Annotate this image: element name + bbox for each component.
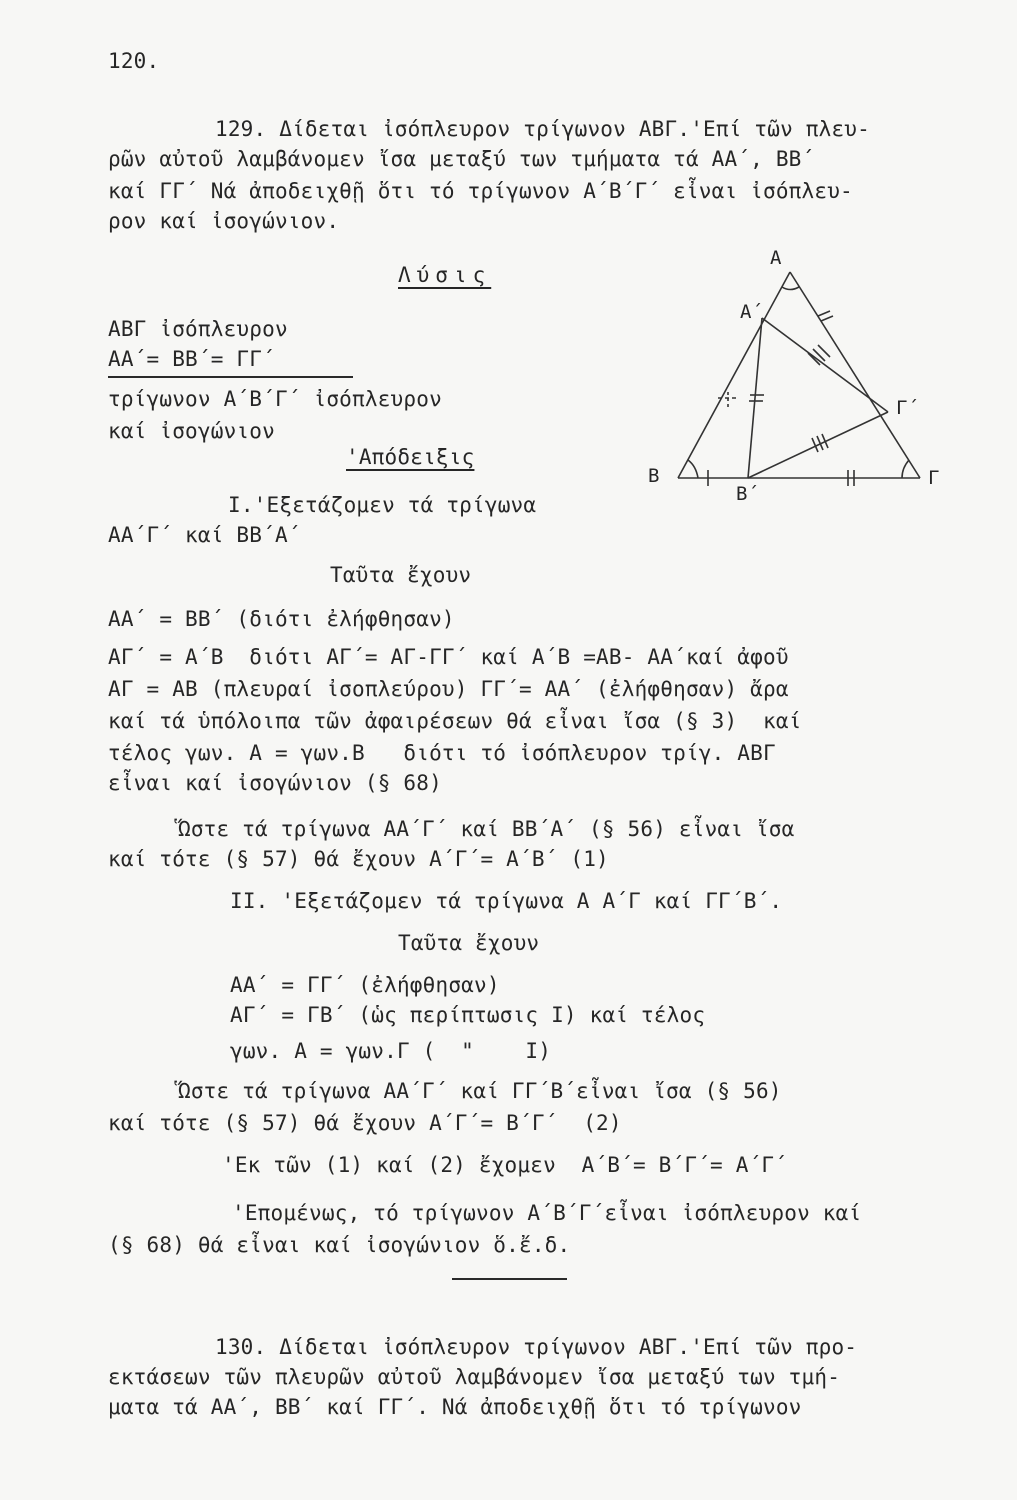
problem-129-line-3: καί ΓΓ΄ Νά ἀποδειχθῇ ὅτι τό τρίγωνον Α΄Β΄Γ΄ εἶναι ἰσόπλευ- — [108, 179, 853, 203]
problem-130-line-2: εκτάσεων τῶν πλευρῶν αὐτοῦ λαμβάνομεν ἴσα μεταξύ των τμή- — [108, 1365, 841, 1389]
proof-line: ΑΑ΄Γ΄ καί ΒΒ΄Α΄ — [108, 523, 301, 547]
label-G: Γ — [928, 467, 940, 489]
page-number: 120. — [108, 49, 160, 73]
proof-line: 'Εκ τῶν (1) καί (2) ἔχομεν Α΄Β΄= Β΄Γ΄= Α΄Γ΄ — [222, 1153, 788, 1177]
proof-heading: 'Απόδειξις — [346, 445, 475, 469]
angle-arc-G — [902, 460, 909, 478]
prove-line-1: τρίγωνον Α΄Β΄Γ΄ ἰσόπλευρον — [108, 387, 442, 411]
proof-line: (§ 68) θά εἶναι καί ἰσογώνιον ὅ.ἔ.δ. — [108, 1233, 571, 1257]
problem-129-line-4: ρον καί ἰσογώνιον. — [108, 209, 340, 233]
proof-line: ΑΓ΄ = ΓΒ΄ (ὡς περίπτωσις Ι) καί τέλος — [230, 1003, 706, 1027]
tick-mark — [818, 311, 830, 316]
proof-line: εἶναι καί ἰσογώνιον (§ 68) — [108, 771, 442, 795]
proof-line: καί τά ὑπόλοιπα τῶν ἀφαιρέσεων θά εἶναι ἴσα (§ 3) καί — [108, 709, 802, 733]
proof-line: Ὥστε τά τρίγωνα ΑΑ΄Γ΄ καί ΒΒ΄Α΄ (§ 56) εἶναι ἴσα — [178, 817, 795, 841]
proof-line: καί τότε (§ 57) θά ἔχουν Α΄Γ΄= Α΄Β΄ (1) — [108, 847, 609, 871]
tick-mark — [821, 316, 833, 321]
proof-line: ΑΑ΄ = ΓΓ΄ (ἐλήφθησαν) — [230, 973, 500, 997]
side-A1G1 — [762, 318, 888, 412]
label-A: Α — [770, 247, 782, 269]
prove-line-2: καί ἰσογώνιον — [108, 419, 275, 443]
side-AG — [790, 272, 920, 478]
solution-heading: Λύσις — [398, 263, 492, 287]
proof-line: Ὥστε τά τρίγωνα ΑΑ΄Γ΄ καί ΓΓ΄Β΄εἶναι ἴσα (§ 56) — [178, 1079, 782, 1103]
problem-130-line-3: ματα τά ΑΑ΄, ΒΒ΄ καί ΓΓ΄. Νά ἀποδειχθῇ ὅτι τό τρίγωνον — [108, 1395, 802, 1419]
side-AB — [678, 272, 790, 478]
proof-line: Ταῦτα ἔχουν — [330, 563, 472, 587]
label-B: Β — [648, 465, 660, 487]
proof-line: Ταῦτα ἔχουν — [398, 931, 540, 955]
proof-line: 'Επομένως, τό τρίγωνον Α΄Β΄Γ΄εἶναι ἰσόπλευρον καί — [232, 1201, 862, 1225]
label-B-prime: Β΄ — [736, 483, 759, 505]
side-B1G1 — [748, 412, 888, 478]
problem-129-line-2: ρῶν αὐτοῦ λαμβάνομεν ἴσα μεταξύ των τμήματα τά ΑΑ΄, ΒΒ΄ — [108, 147, 815, 171]
proof-line: τέλος γων. Α = γων.Β διότι τό ἰσόπλευρον τρίγ. ΑΒΓ — [108, 741, 776, 765]
proof-line: ΙΙ. 'Εξετάζομεν τά τρίγωνα Α Α΄Γ καί ΓΓ΄Β΄. — [230, 889, 783, 913]
problem-129-line-1: 129. Δίδεται ἰσόπλευρον τρίγωνον ΑΒΓ.'Επί τῶν πλευ- — [215, 117, 870, 141]
angle-arc-A — [782, 287, 799, 290]
proof-line: καί τότε (§ 57) θά ἔχουν Α΄Γ΄= Β΄Γ΄ (2) — [108, 1111, 622, 1135]
label-G-prime: Γ΄ — [896, 397, 919, 419]
proof-line: γων. Α = γων.Γ ( " Ι) — [230, 1039, 552, 1063]
label-A-prime: Α΄ — [740, 301, 763, 323]
proof-line: ΑΓ = ΑΒ (πλευραί ἰσοπλεύρου) ΓΓ΄= ΑΑ΄ (ἐλήφθησαν) ἄρα — [108, 677, 789, 701]
proof-line: ΑΓ΄ = Α΄Β διότι ΑΓ΄= ΑΓ-ΓΓ΄ καί Α΄Β =ΑΒ- ΑΑ΄καί ἀφοῦ — [108, 645, 789, 669]
side-A1B1 — [748, 318, 762, 478]
problem-130-line-1: 130. Δίδεται ἰσόπλευρον τρίγωνον ΑΒΓ.'Επί τῶν προ- — [215, 1335, 858, 1359]
proof-line: ΑΑ΄ = ΒΒ΄ (διότι ἐλήφθησαν) — [108, 607, 455, 631]
given-line-2: ΑΑ΄= ΒΒ΄= ΓΓ΄ — [108, 347, 275, 371]
given-line-1: ΑΒΓ ἰσόπλευρον — [108, 317, 288, 341]
angle-arc-B — [688, 460, 698, 478]
proof-line: Ι.'Εξετάζομεν τά τρίγωνα — [228, 493, 537, 517]
